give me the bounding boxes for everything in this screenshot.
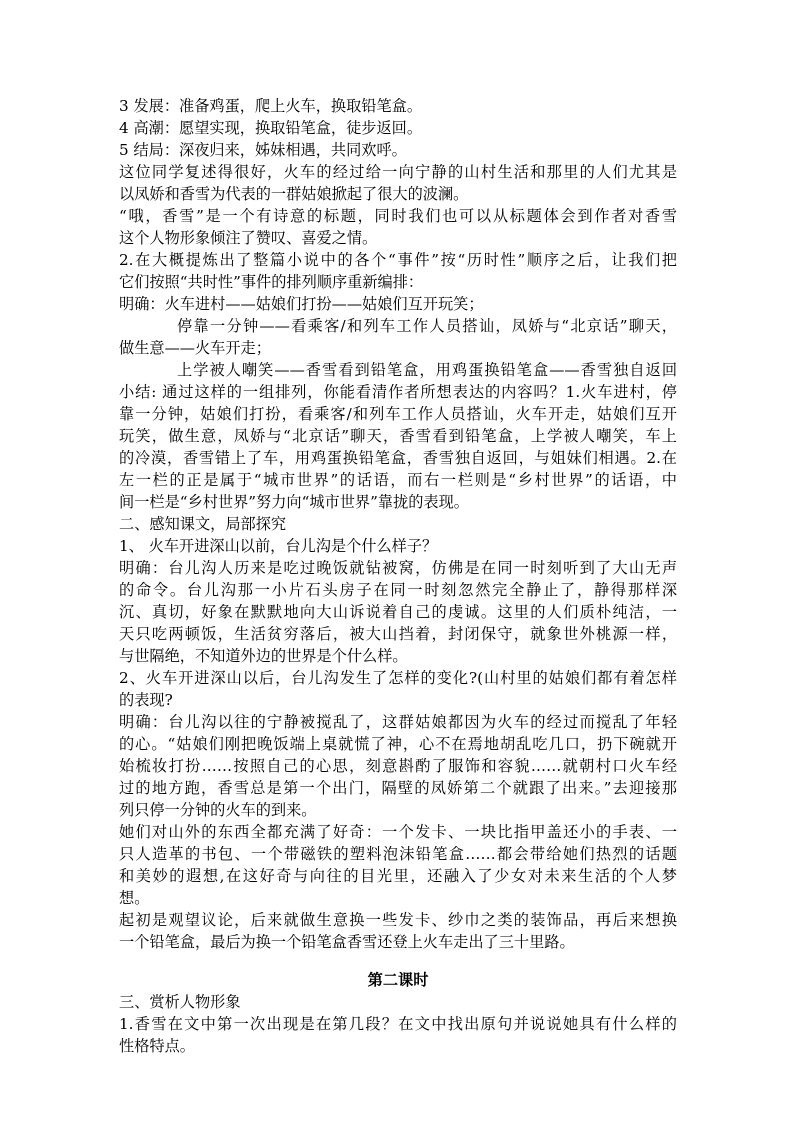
- text-line: 天只吃两顿饭，生活贫穷落后，被大山挡着，封闭保守，就象世外桃源一样，: [119, 625, 677, 643]
- text-line: “哦，香雪”是一个有诗意的标题，同时我们也可以从标题体会到作者对香雪: [119, 207, 677, 225]
- text-line: 明确：台儿沟以往的宁静被搅乱了，这群姑娘都因为火车的经过而搅乱了年轻: [119, 713, 677, 731]
- text-line: 3 发展：准备鸡蛋，爬上火车，换取铅笔盒。: [119, 97, 423, 115]
- text-line: 左一栏的正是属于“城市世界”的话语，而右一栏则是“乡村世界”的话语，中: [119, 471, 677, 489]
- text-line: 的命令。台儿沟那一小片石头房子在同一时刻忽然完全静止了，静得那样深: [119, 581, 677, 599]
- text-line: 停靠一分钟——看乘客/和列车工作人员搭讪，凤娇与“北京话”聊天，: [177, 317, 677, 335]
- text-line: 1.香雪在文中第一次出现是在第几段？在文中找出原句并说说她具有什么样的: [119, 1015, 677, 1033]
- text-line: 2.在大概提炼出了整篇小说中的各个“事件”按“历时性”顺序之后，让我们把: [119, 251, 677, 269]
- text-line: 这位同学复述得很好，火车的经过给一向宁静的山村生活和那里的人们尤其是: [119, 163, 677, 181]
- text-line: 始梳妆打扮……按照自己的心思，刻意斟酌了服饰和容貌……就朝村口火车经: [119, 757, 677, 775]
- document-body: [119, 95, 677, 1057]
- text-line: 想。: [119, 889, 150, 907]
- text-line: 沉、真切，好象在默默地向大山诉说着自己的虔诚。这里的人们质朴纯洁，一: [119, 603, 677, 621]
- text-line: 做生意——火车开走；: [119, 339, 271, 357]
- text-line: 起初是观望议论，后来就做生意换一些发卡、纱巾之类的装饰品，再后来想换: [119, 911, 677, 929]
- text-line: 的心。“姑娘们刚把晚饭端上桌就慌了神，心不在焉地胡乱吃几口，扔下碗就开: [119, 735, 677, 753]
- text-line: 4 高潮：愿望实现，换取铅笔盒，徒步返回。: [119, 119, 423, 137]
- text-line: 它们按照“共时性”事件的排列顺序重新编排：: [119, 273, 424, 291]
- text-line: 间一栏是“乡村世界”努力向“城市世界”靠拢的表现。: [119, 493, 469, 511]
- text-line: 明确：火车进村——姑娘们打扮——姑娘们互开玩笑；: [119, 295, 484, 313]
- text-line: 列只停一分钟的火车的到来。: [119, 801, 317, 819]
- text-block-part-two: [119, 991, 677, 1057]
- text-line: 这个人物形象倾注了赞叹、喜爱之情。: [119, 229, 378, 247]
- text-line: 明确：台儿沟人历来是吃过晚饭就钻被窝，仿佛是在同一时刻听到了大山无声: [119, 559, 677, 577]
- text-line: 她们对山外的东西全都充满了好奇：一个发卡、一块比指甲盖还小的手表、一: [119, 823, 677, 841]
- text-line: 和美妙的遐想,在这好奇与向往的目光里，还融入了少女对未来生活的个人梦: [119, 867, 677, 885]
- text-line: 过的地方跑，香雪总是第一个出门，隔壁的凤娇第二个就跟了出来。”去迎接那: [119, 779, 677, 797]
- text-line: 的冷漠，香雪错上了车，用鸡蛋换铅笔盒，香雪独自返回，与姐妹们相遇。2.在: [119, 449, 677, 467]
- text-line: 玩笑，做生意，凤娇与“北京话”聊天，香雪看到铅笔盒，上学被人嘲笑，车上: [119, 427, 677, 445]
- section-heading: 第二课时: [367, 971, 429, 989]
- text-block-part-one: [119, 95, 677, 953]
- text-line: 三、赏析人物形象: [119, 993, 241, 1011]
- text-line: 靠一分钟，姑娘们打扮，看乘客/和列车工作人员搭讪，火车开走，姑娘们互开: [119, 405, 677, 423]
- text-line: 只人造革的书包、一个带磁铁的塑料泡沫铅笔盒……都会带给她们热烈的话题: [119, 845, 677, 863]
- text-line: 二、感知课文，局部探究: [119, 515, 287, 533]
- text-line: 小结: 通过这样的一组排列，你能看清作者所想表达的内容吗？1.火车进村，停: [119, 383, 677, 401]
- text-line: 与世隔绝，不知道外边的世界是个什么样。: [119, 647, 408, 665]
- text-line: 上学被人嘲笑——香雪看到铅笔盒，用鸡蛋换铅笔盒——香雪独自返回: [177, 361, 677, 379]
- text-line: 性格特点。: [119, 1037, 195, 1055]
- text-line: 2、火车开进深山以后，台儿沟发生了怎样的变化?(山村里的姑娘们都有着怎样: [119, 669, 677, 687]
- text-line: 一个铅笔盒，最后为换一个铅笔盒香雪还登上火车走出了三十里路。: [119, 933, 575, 951]
- text-line: 以凤娇和香雪为代表的一群姑娘掀起了很大的波澜。: [119, 185, 469, 203]
- text-line: 5 结局：深夜归来，姊妹相遇，共同欢呼。: [119, 141, 407, 159]
- text-line: 1、 火车开进深山以前，台儿沟是个什么样子？: [119, 537, 438, 555]
- text-line: 的表现?: [119, 691, 173, 709]
